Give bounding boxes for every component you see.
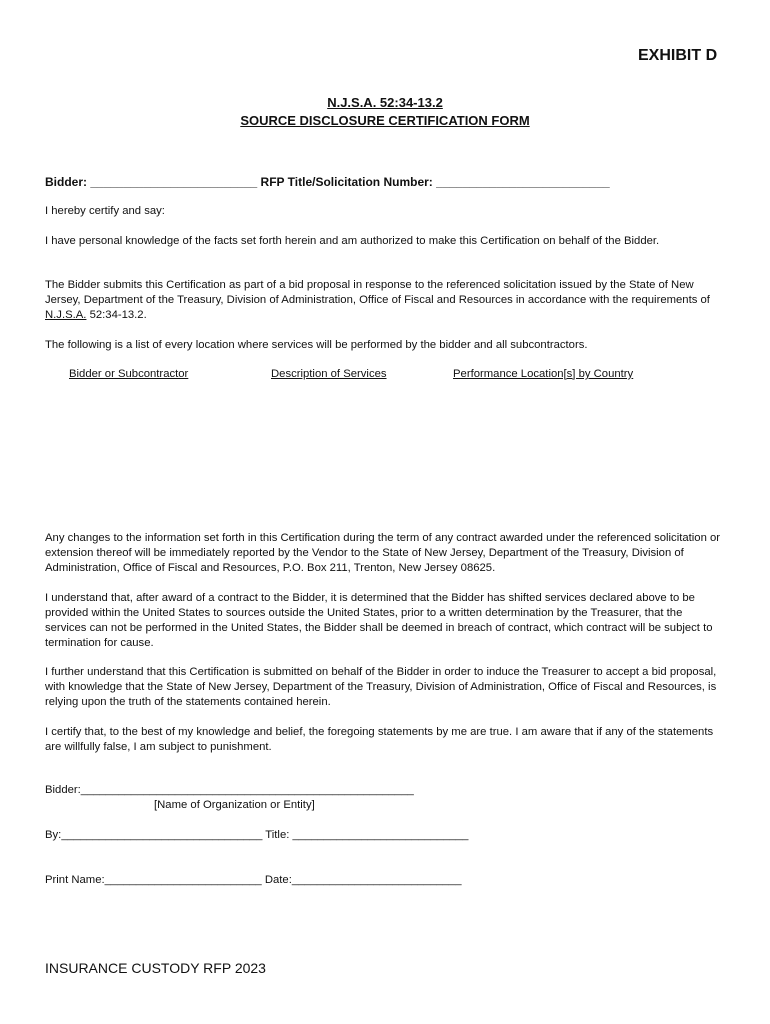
paragraph-submits-end: 52:34-13.2. [86, 309, 147, 321]
column-header-services: Description of Services [271, 368, 387, 380]
signature-by-title-line[interactable]: By:________________________________ Title: ____________________________ [45, 829, 469, 841]
paragraph-further: I further understand that this Certification is submitted on behalf of the Bidder in order to induce the Treasurer to accept a bid proposal, with knowledge that the State of New Jersey, Department of the Treasury, Division of Administration, Office of Fiscal and Resources, is relying upon the truth of the statements contained herein. [45, 666, 717, 708]
footer-label: INSURANCE CUSTODY RFP 2023 [45, 960, 266, 976]
paragraph-changes: Any changes to the information set forth in this Certification during the term of any contract awarded under the referenced solicitation or extension thereof will be immediately reported by the Vendor to the State of New Jersey, Department of the Treasury, Division of Administration, Office of Fiscal and Resources, P.O. Box 211, Trenton, New Jersey 08625. [45, 532, 721, 574]
rfp-label: RFP Title/Solicitation Number: [260, 175, 433, 189]
form-title: SOURCE DISCLOSURE CERTIFICATION FORM [240, 113, 530, 128]
paragraph-knowledge: I have personal knowledge of the facts set forth herein and am authorized to make this Certification on behalf of the Bidder. [45, 235, 660, 247]
paragraph-certify-true: I certify that, to the best of my knowledge and belief, the foregoing statements by me are true. I am aware that if any of the statements are willfully false, I am subject to punishment. [45, 726, 714, 753]
bidder-blank-field[interactable]: _________________________ [90, 175, 258, 189]
organization-caption: [Name of Organization or Entity] [154, 799, 315, 811]
column-header-bidder: Bidder or Subcontractor [69, 368, 189, 380]
statute-reference: N.J.S.A. [45, 309, 87, 321]
statute-title: N.J.S.A. 52:34-13.2 [327, 95, 443, 110]
signature-bidder-line[interactable]: Bidder:_____________________________________________________ [45, 784, 414, 796]
certify-intro: I hereby certify and say: [45, 205, 165, 217]
bidder-label: Bidder: [45, 175, 87, 189]
signature-print-date-line[interactable]: Print Name:_________________________ Date:___________________________ [45, 874, 462, 886]
rfp-blank-field[interactable]: __________________________ [436, 175, 610, 189]
paragraph-submits-text: The Bidder submits this Certification as part of a bid proposal in response to the referenced solicitation issued by the State of New Jersey, Department of the Treasury, Division of Administration, Office of Fiscal and Resources in accordance with the requirements of [45, 279, 710, 306]
exhibit-label: EXHIBIT D [638, 47, 718, 64]
bidder-rfp-line [45, 175, 610, 189]
column-header-location: Performance Location[s] by Country [453, 368, 634, 380]
paragraph-locations: The following is a list of every location where services will be performed by the bidder and all subcontractors. [45, 339, 588, 351]
paragraph-submits [45, 278, 725, 323]
paragraph-understand: I understand that, after award of a contract to the Bidder, it is determined that the Bidder has shifted services declared above to be provided within the United States to sources outside the United States, prior to a written determination by the Treasurer, that the services can not be performed in the United States, the Bidder shall be deemed in breach of contract, which contract will be subject to termination for cause. [45, 592, 713, 649]
